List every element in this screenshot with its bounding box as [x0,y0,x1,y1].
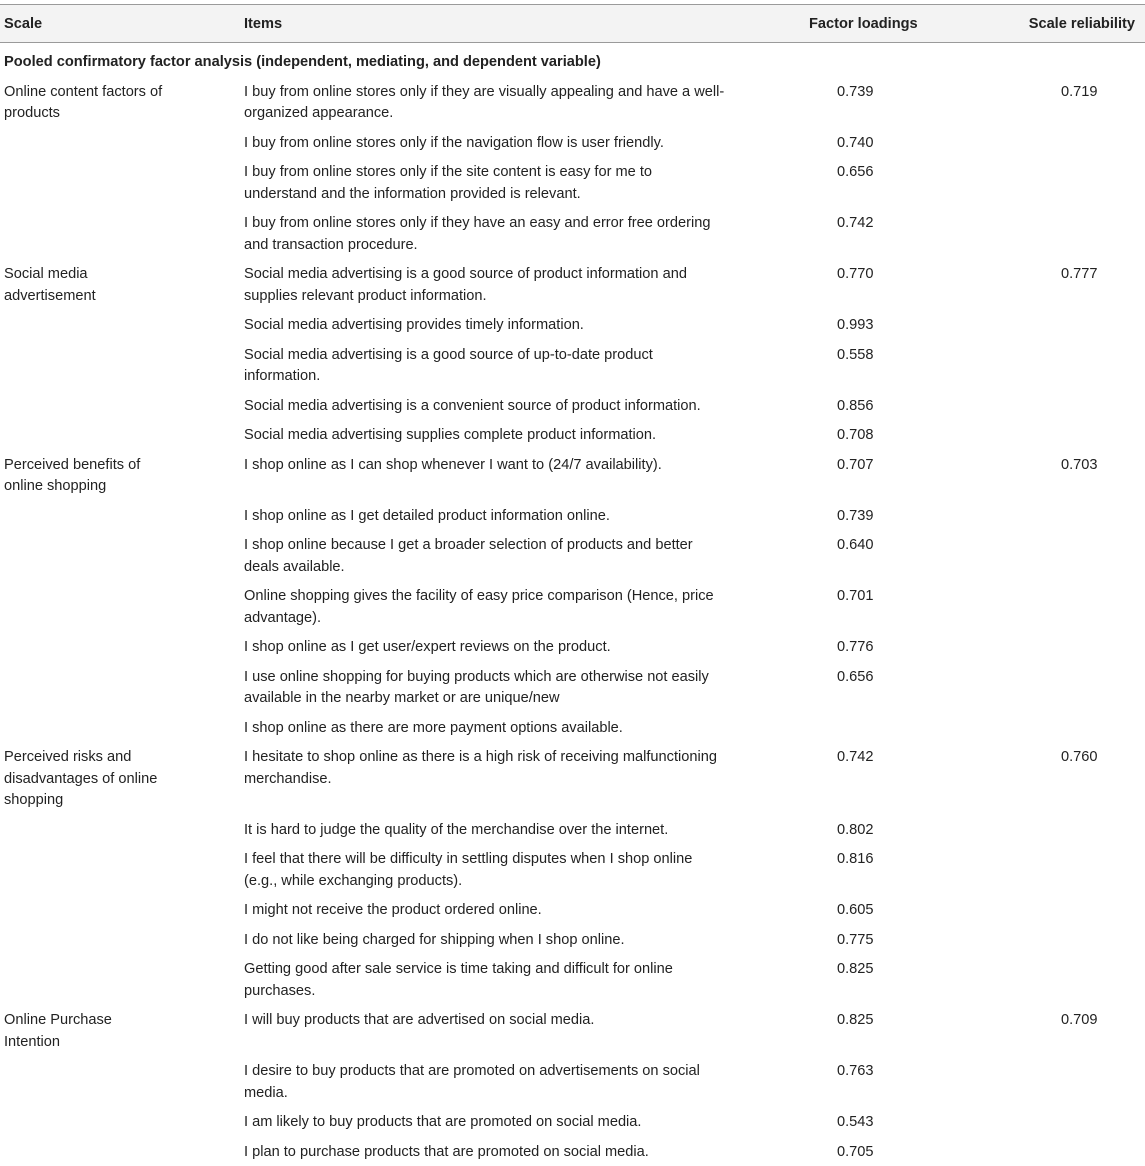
scale-cell [0,128,240,158]
factor-loading-cell: 0.742 [732,742,945,815]
item-cell: I shop online as there are more payment options available. [240,713,732,743]
factor-loading-cell: 0.742 [732,208,945,259]
item-cell: Getting good after sale service is time taking and difficult for online purchases. [240,954,732,1005]
item-cell: I will buy products that are advertised on social media. [240,1005,732,1056]
item-cell: I shop online as I can shop whenever I want to (24/7 availability). [240,450,732,501]
scale-reliability-cell: 0.709 [945,1005,1145,1056]
scale-cell [0,1107,240,1137]
table-row [0,925,1145,955]
table-row [0,208,1145,259]
item-cell: Social media advertising is a convenient source of product information. [240,391,732,421]
table-row [0,310,1145,340]
scale-reliability-cell [945,391,1145,421]
scale-cell [0,925,240,955]
factor-loading-cell: 0.705 [732,1137,945,1166]
item-cell: I might not receive the product ordered online. [240,895,732,925]
item-cell: It is hard to judge the quality of the merchandise over the internet. [240,815,732,845]
scale-reliability-cell [945,128,1145,158]
item-cell: I buy from online stores only if they have an easy and error free ordering and transaction procedure. [240,208,732,259]
table-body [0,43,1145,1166]
table-header [0,5,1145,43]
scale-reliability-cell [945,713,1145,743]
factor-loading-cell: 0.802 [732,815,945,845]
table-row [0,632,1145,662]
factor-loading-cell: 0.825 [732,954,945,1005]
header-items: Items [240,5,732,43]
table-row [0,662,1145,713]
scale-cell [0,340,240,391]
scale-reliability-cell [945,501,1145,531]
factor-loading-cell: 0.763 [732,1056,945,1107]
factor-loading-cell: 0.739 [732,501,945,531]
scale-reliability-cell [945,530,1145,581]
factor-loading-cell: 0.740 [732,128,945,158]
header-scale-reliability: Scale reliability [945,5,1145,43]
table-row [0,259,1145,310]
scale-reliability-cell [945,1107,1145,1137]
item-cell: I feel that there will be difficulty in settling disputes when I shop online (e.g., while exchanging products). [240,844,732,895]
section-row [0,43,1145,77]
scale-reliability-cell [945,310,1145,340]
table-row [0,954,1145,1005]
table-row [0,742,1145,815]
item-cell: Social media advertising is a good source of product information and supplies relevant product information. [240,259,732,310]
scale-cell [0,662,240,713]
table-row [0,501,1145,531]
factor-loading-cell: 0.739 [732,77,945,128]
item-cell: Social media advertising provides timely information. [240,310,732,340]
table-row [0,1005,1145,1056]
item-cell: I shop online because I get a broader selection of products and better deals available. [240,530,732,581]
scale-cell [0,310,240,340]
item-cell: I shop online as I get user/expert reviews on the product. [240,632,732,662]
factor-loading-cell: 0.775 [732,925,945,955]
factor-loading-cell: 0.816 [732,844,945,895]
table-row [0,420,1145,450]
factor-loading-cell: 0.558 [732,340,945,391]
scale-cell: Online content factors of products [0,77,240,128]
scale-reliability-cell [945,662,1145,713]
scale-cell [0,530,240,581]
item-cell: I buy from online stores only if they are visually appealing and have a well-organized appearance. [240,77,732,128]
scale-cell [0,815,240,845]
scale-cell [0,501,240,531]
scale-reliability-cell [945,581,1145,632]
factor-loading-cell: 0.825 [732,1005,945,1056]
table-row [0,713,1145,743]
table-row [0,1107,1145,1137]
scale-reliability-cell [945,895,1145,925]
factor-loading-cell: 0.605 [732,895,945,925]
table-row [0,895,1145,925]
scale-reliability-cell [945,632,1145,662]
item-cell: Social media advertising supplies complete product information. [240,420,732,450]
factor-loading-cell: 0.701 [732,581,945,632]
item-cell: I buy from online stores only if the site content is easy for me to understand and the information provided is relevant. [240,157,732,208]
table-row [0,530,1145,581]
table-row [0,157,1145,208]
scale-cell [0,420,240,450]
scale-cell [0,208,240,259]
item-cell: I plan to purchase products that are promoted on social media. [240,1137,732,1166]
scale-cell: Perceived risks and disadvantages of online shopping [0,742,240,815]
scale-reliability-cell [945,1137,1145,1166]
table-row [0,581,1145,632]
item-cell: I desire to buy products that are promoted on advertisements on social media. [240,1056,732,1107]
item-cell: I hesitate to shop online as there is a high risk of receiving malfunctioning merchandise. [240,742,732,815]
scale-cell [0,895,240,925]
table-row [0,391,1145,421]
table-row [0,450,1145,501]
factor-loading-cell: 0.640 [732,530,945,581]
scale-reliability-cell: 0.777 [945,259,1145,310]
scale-reliability-cell [945,844,1145,895]
factor-loading-cell: 0.708 [732,420,945,450]
header-row [0,5,1145,43]
factor-loading-cell: 0.770 [732,259,945,310]
item-cell: I use online shopping for buying products which are otherwise not easily available in the nearby market or are unique/new [240,662,732,713]
scale-reliability-cell [945,1056,1145,1107]
scale-cell [0,1137,240,1166]
scale-reliability-cell [945,815,1145,845]
table-row [0,1056,1145,1107]
section-title: Pooled confirmatory factor analysis (independent, mediating, and dependent variable) [0,43,1145,77]
item-cell: I am likely to buy products that are promoted on social media. [240,1107,732,1137]
scale-cell [0,1056,240,1107]
item-cell: I shop online as I get detailed product information online. [240,501,732,531]
scale-reliability-cell [945,208,1145,259]
scale-reliability-cell [945,925,1145,955]
factor-loading-cell [732,713,945,743]
scale-reliability-cell [945,420,1145,450]
scale-reliability-cell: 0.703 [945,450,1145,501]
table-row [0,340,1145,391]
table-row [0,844,1145,895]
item-cell: Online shopping gives the facility of easy price comparison (Hence, price advantage). [240,581,732,632]
table-row [0,77,1145,128]
factor-loading-cell: 0.707 [732,450,945,501]
table-row [0,128,1145,158]
scale-cell [0,844,240,895]
factor-loading-cell: 0.993 [732,310,945,340]
scale-reliability-cell [945,340,1145,391]
factor-loading-cell: 0.776 [732,632,945,662]
scale-cell [0,391,240,421]
factor-analysis-table [0,4,1145,1166]
scale-cell [0,632,240,662]
factor-loading-cell: 0.856 [732,391,945,421]
item-cell: Social media advertising is a good source of up-to-date product information. [240,340,732,391]
factor-loading-cell: 0.656 [732,662,945,713]
scale-cell [0,954,240,1005]
factor-loading-cell: 0.543 [732,1107,945,1137]
scale-reliability-cell [945,157,1145,208]
item-cell: I do not like being charged for shipping when I shop online. [240,925,732,955]
header-scale: Scale [0,5,240,43]
table-row [0,815,1145,845]
header-factor-loadings: Factor loadings [732,5,945,43]
scale-cell [0,157,240,208]
item-cell: I buy from online stores only if the navigation flow is user friendly. [240,128,732,158]
scale-reliability-cell [945,954,1145,1005]
scale-cell: Online Purchase Intention [0,1005,240,1056]
scale-reliability-cell: 0.760 [945,742,1145,815]
factor-loading-cell: 0.656 [732,157,945,208]
scale-cell [0,713,240,743]
table-row [0,1137,1145,1166]
scale-reliability-cell: 0.719 [945,77,1145,128]
scale-cell: Perceived benefits of online shopping [0,450,240,501]
scale-cell [0,581,240,632]
scale-cell: Social media advertisement [0,259,240,310]
